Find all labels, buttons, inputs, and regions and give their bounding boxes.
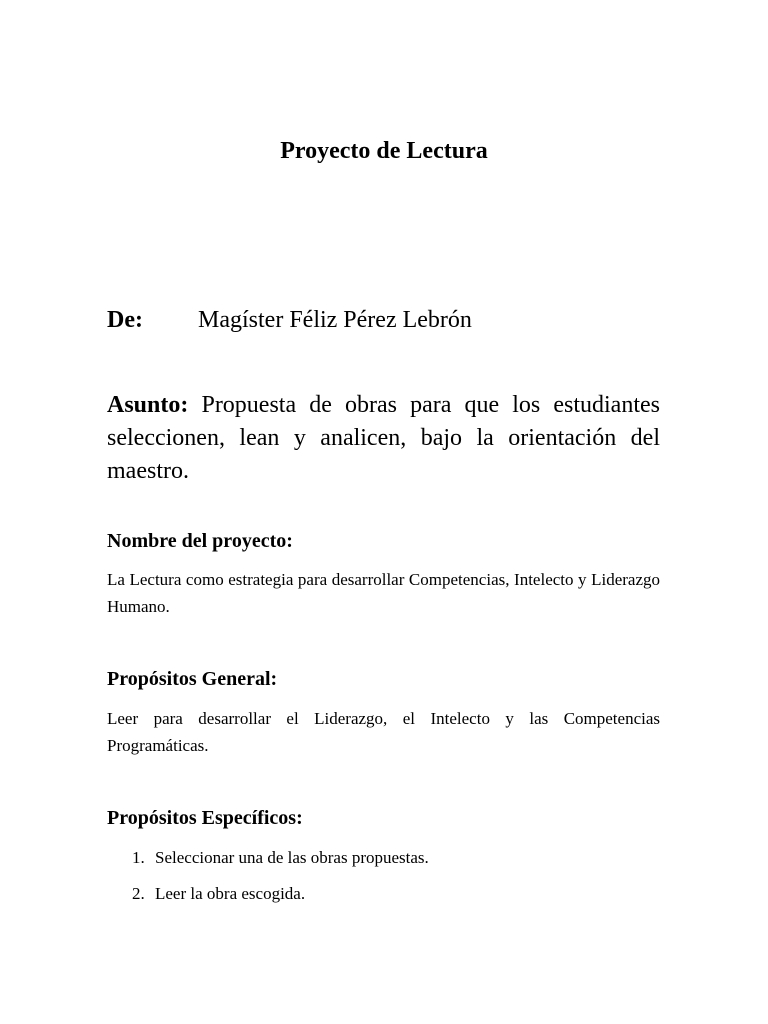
- subject-paragraph: [107, 389, 660, 488]
- list-item-text: Seleccionar una de las obras propuestas.: [155, 848, 429, 867]
- general-purposes-body: Leer para desarrollar el Liderazgo, el Intelecto y las Competencias Programáticas.: [107, 709, 660, 755]
- general-purposes-heading: Propósitos General:: [107, 668, 278, 690]
- specific-purposes-list: [107, 847, 660, 919]
- list-item-number: 1.: [132, 848, 145, 867]
- from-value: Magíster Féliz Pérez Lebrón: [198, 307, 472, 333]
- from-row: [107, 305, 667, 335]
- project-name-body: La Lectura como estrategia para desarrollar Competencias, Intelecto y Liderazgo Humano.: [107, 570, 660, 616]
- document-title: Proyecto de Lectura: [280, 138, 488, 164]
- subject-label: Asunto:: [107, 392, 189, 418]
- specific-purposes-heading: Propósitos Específicos:: [107, 807, 303, 829]
- list-item: [107, 883, 660, 919]
- project-name-heading: Nombre del proyecto:: [107, 530, 293, 552]
- subject-value: Propuesta de obras para que los estudiantes seleccionen, lean y analicen, bajo la orientación del maestro.: [107, 392, 660, 484]
- list-item: [107, 847, 660, 883]
- list-item-text: Leer la obra escogida.: [155, 884, 306, 903]
- list-item-number: 2.: [132, 884, 145, 903]
- from-label: De:: [107, 307, 143, 333]
